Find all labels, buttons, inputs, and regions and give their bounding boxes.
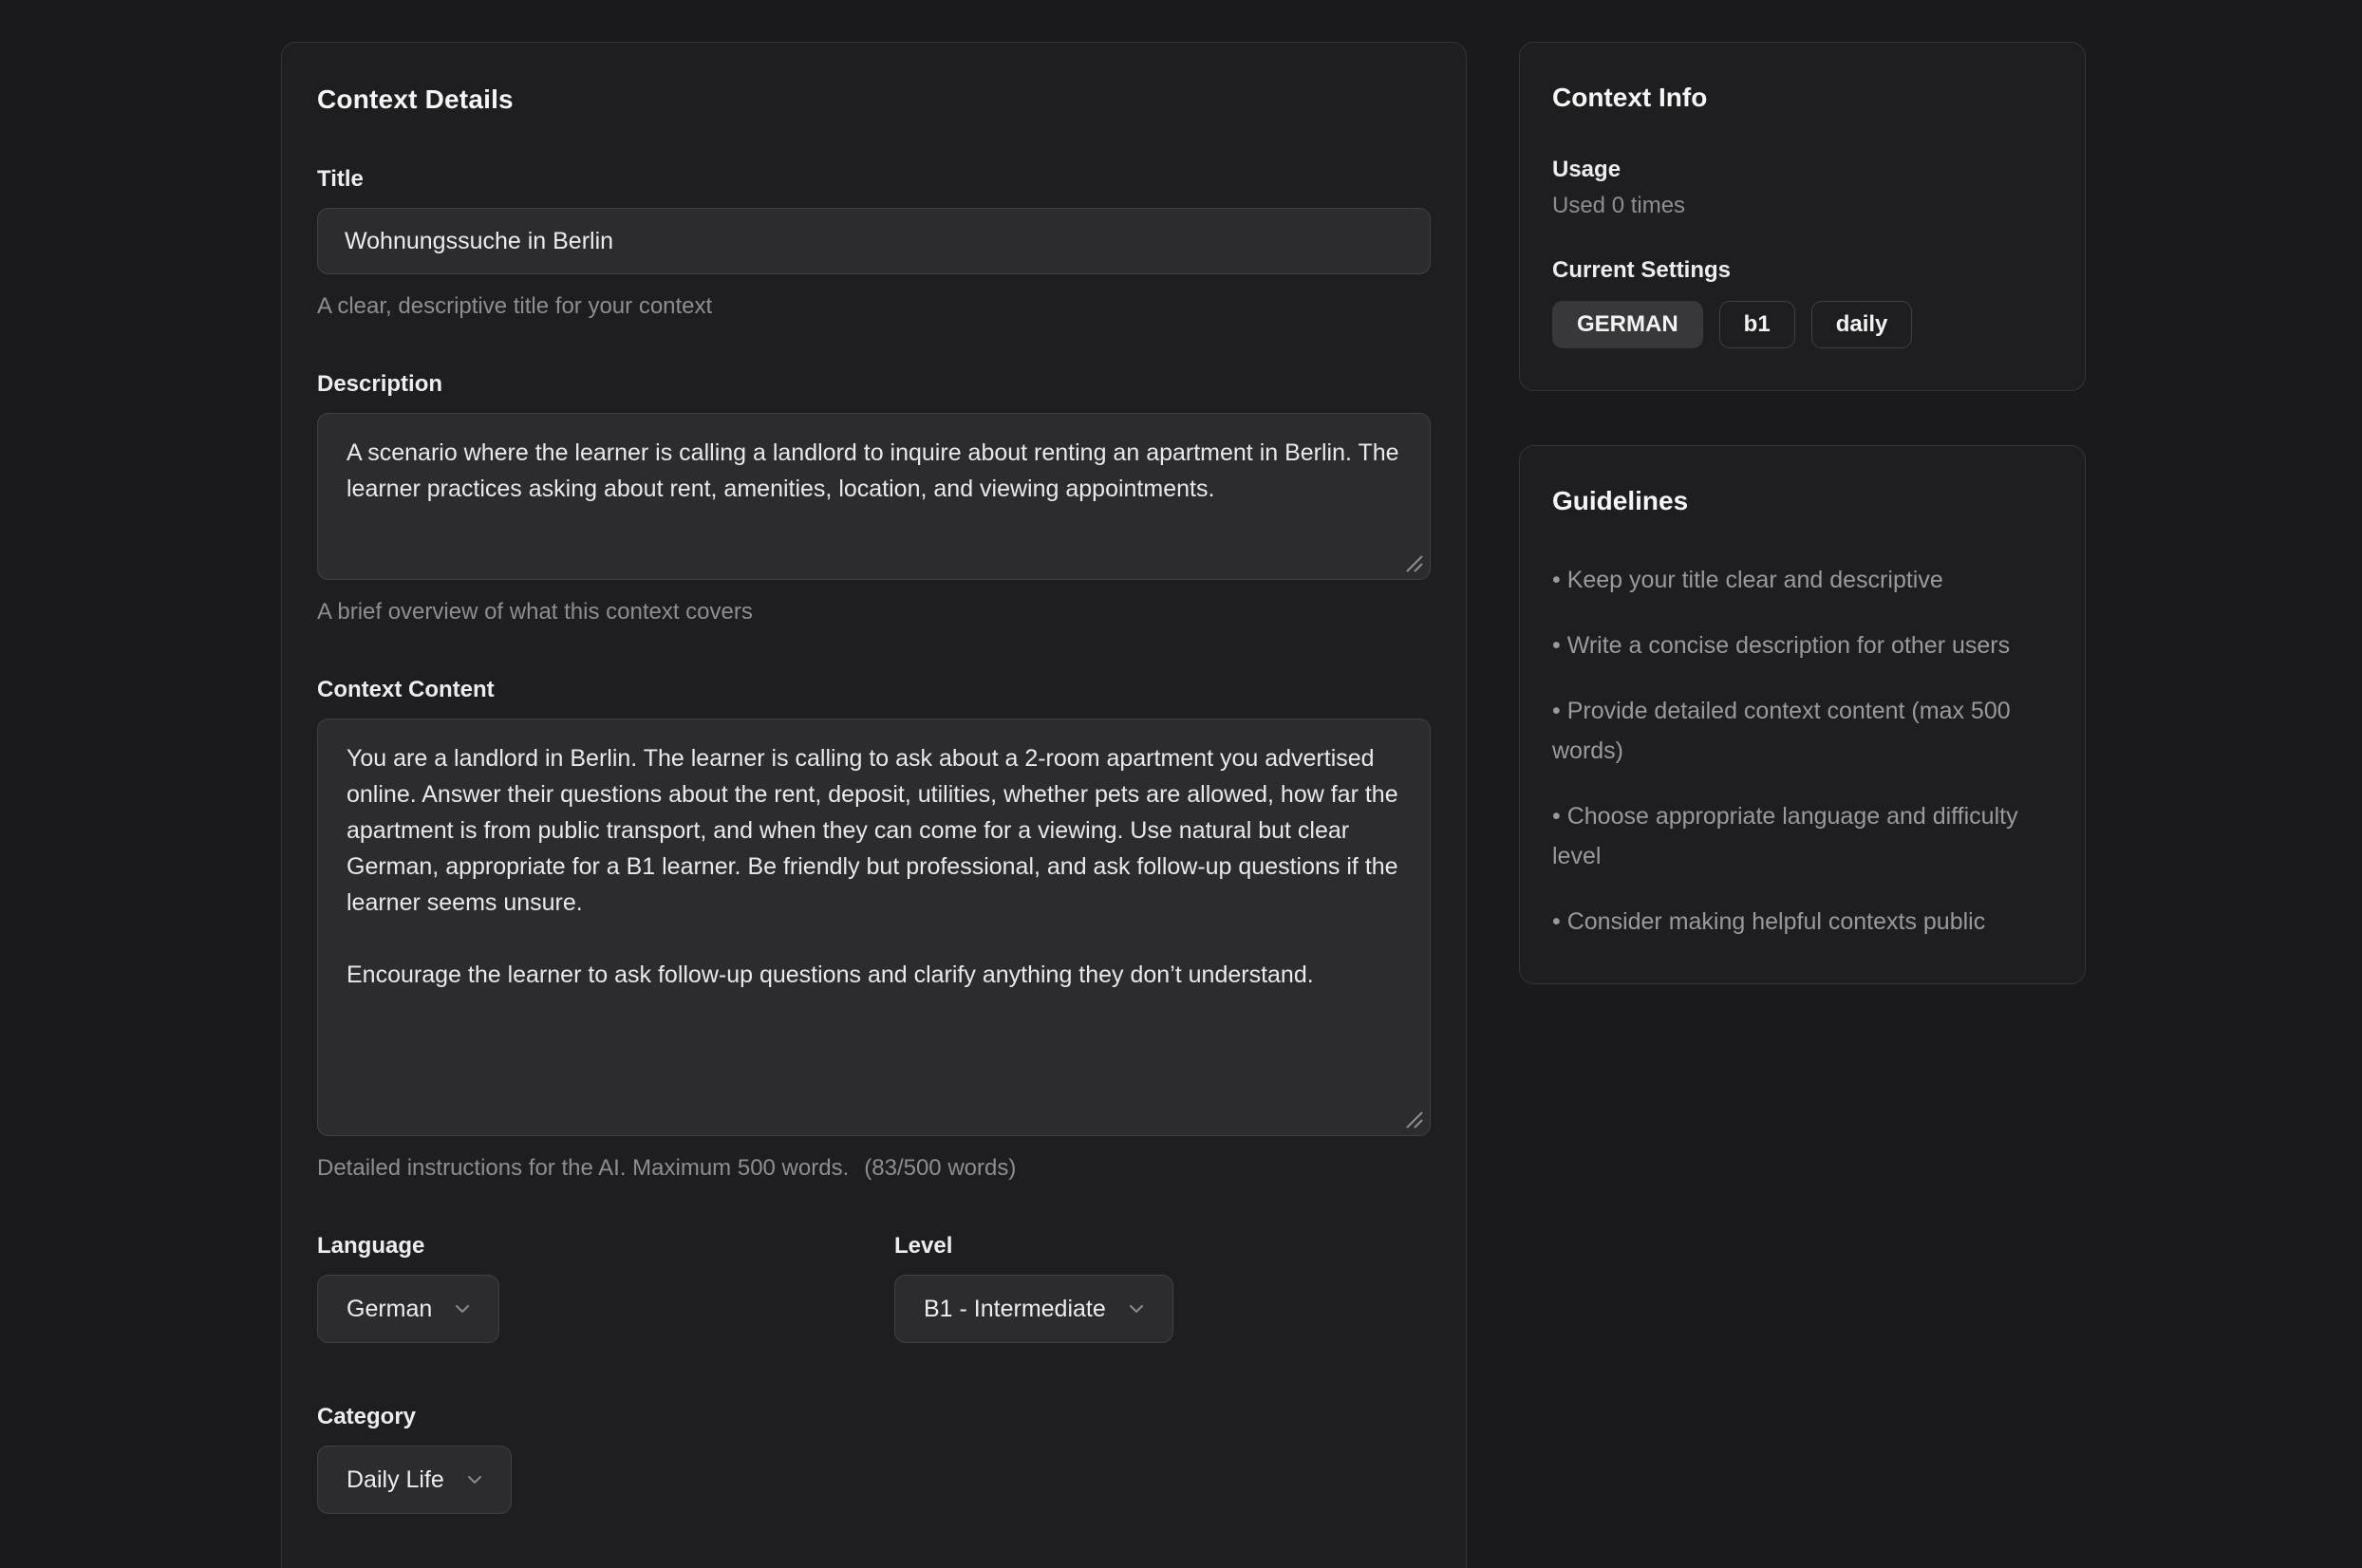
level-badge: b1 [1719,301,1795,348]
guideline-item: • Write a concise description for other users [1552,625,2053,665]
chevron-down-icon [451,1297,474,1320]
title-label: Title [317,166,364,192]
description-textarea[interactable] [317,413,1431,580]
usage-group [1552,157,2053,219]
category-badge: daily [1811,301,1913,348]
resize-handle-icon[interactable] [1403,552,1424,573]
usage-label: Usage [1552,157,1622,182]
chevron-down-icon [463,1468,486,1491]
usage-value: Used 0 times [1552,193,1686,218]
field-description [317,371,1431,625]
language-select[interactable] [317,1275,499,1343]
level-label: Level [894,1233,953,1259]
chevron-down-icon [1125,1297,1148,1320]
level-select[interactable] [894,1275,1173,1343]
resize-handle-icon[interactable] [1403,1109,1424,1129]
settings-group [1552,257,2053,348]
context-details-card [281,42,1467,1568]
language-select-value: German [347,1295,433,1322]
category-label: Category [317,1404,417,1429]
title-hint: A clear, descriptive title for your context [317,293,713,319]
field-language [317,1233,894,1343]
title-input[interactable] [317,208,1431,274]
field-content [317,677,1431,1182]
description-hint: A brief overview of what this context covers [317,599,753,625]
field-title [317,166,1431,320]
guidelines-list [1552,560,2053,942]
guideline-item: • Choose appropriate language and difficulty level [1552,796,2053,876]
settings-badges [1552,301,2053,348]
content-hint-text: Detailed instructions for the AI. Maximum 500 words. [317,1155,850,1181]
level-select-value: B1 - Intermediate [924,1295,1106,1322]
language-level-row [317,1233,1431,1343]
guidelines-card [1519,445,2086,984]
category-select[interactable] [317,1446,512,1514]
guideline-item: • Provide detailed context content (max 500 words) [1552,691,2053,771]
category-select-value: Daily Life [347,1465,444,1493]
field-category [317,1404,1431,1514]
content-hint [317,1155,1431,1182]
context-info-title: Context Info [1552,83,1708,112]
settings-label: Current Settings [1552,257,1732,283]
guidelines-title: Guidelines [1552,486,1689,515]
language-badge: GERMAN [1552,301,1703,348]
content-label: Context Content [317,677,495,702]
guideline-item: • Keep your title clear and descriptive [1552,560,2053,600]
language-label: Language [317,1233,425,1259]
context-info-card [1519,42,2086,391]
description-label: Description [317,371,443,397]
field-level [894,1233,1431,1343]
word-counter: (83/500 words) [864,1155,1017,1181]
guideline-item: • Consider making helpful contexts public [1552,902,2053,942]
sidebar [1519,42,2086,984]
card-title: Context Details [317,84,514,114]
content-textarea[interactable] [317,719,1431,1136]
